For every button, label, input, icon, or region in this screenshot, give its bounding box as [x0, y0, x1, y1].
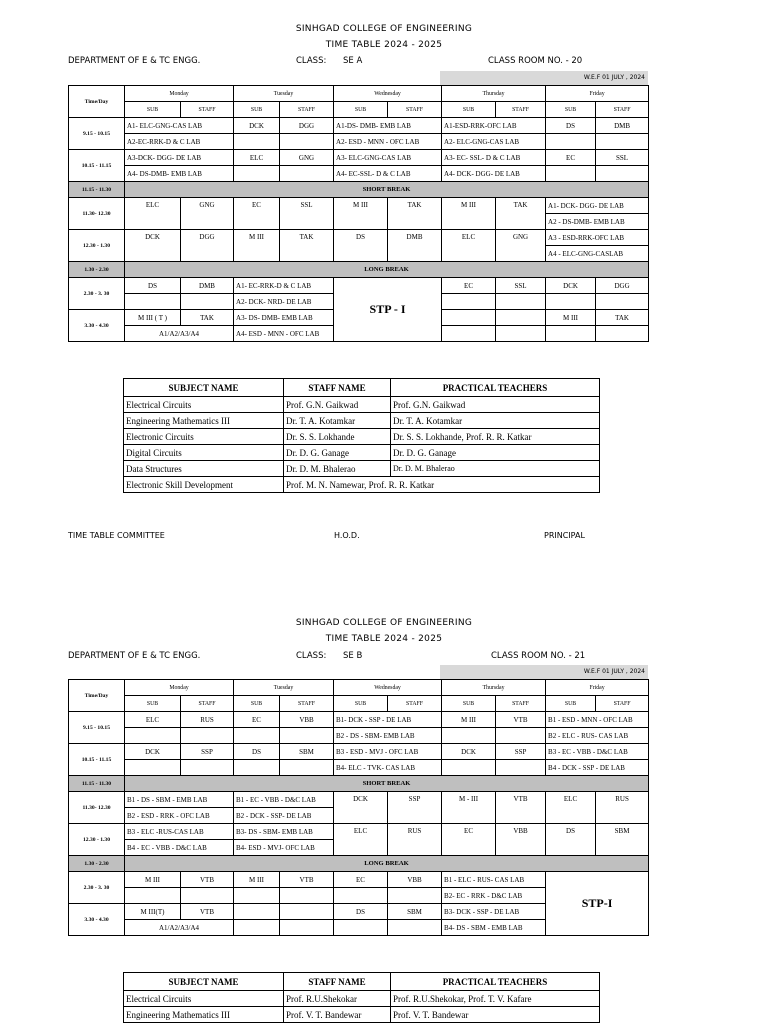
staff-cell: GNG [280, 150, 334, 166]
subject-name: Engineering Mathematics III [124, 413, 284, 429]
staff-cell: VBB [280, 712, 334, 728]
lab-cell: A1- EC-RRK-D & C LAB [234, 278, 334, 294]
col-staff: STAFF [181, 102, 234, 118]
sub-cell: DS [234, 744, 280, 760]
staff-name: Dr. D. M. Bhalerao [284, 461, 391, 477]
staff-table-a [123, 378, 600, 493]
staff-cell: VBB [388, 872, 442, 888]
header-staff-name: STAFF NAME [284, 379, 391, 397]
lab-cell: A4 - ELC-GNG-CASLAB [546, 246, 649, 262]
sign-hod: H.O.D. [334, 531, 360, 540]
slot-time: 9.15 - 10.15 [69, 712, 125, 744]
staff-name: Prof. V. T. Bandewar [284, 1007, 391, 1023]
col-staff: STAFF [388, 102, 442, 118]
staff-cell: SSP [388, 792, 442, 824]
staff-cell: SBM [280, 744, 334, 760]
sub-cell: M III [234, 872, 280, 888]
col-sub: SUB [125, 696, 181, 712]
slot-time: 11.30- 12.30 [69, 792, 125, 824]
staff-cell: RUS [596, 792, 649, 824]
staff-cell: VTB [181, 872, 234, 888]
sub-cell: DCK [442, 744, 496, 760]
sub-cell: M III [234, 230, 280, 262]
batch-note: A1/A2/A3/A4 [125, 326, 234, 342]
lab-cell: A4- ESD - MNN - OFC LAB [234, 326, 334, 342]
department-label: DEPARTMENT OF E & TC ENGG. [68, 651, 201, 661]
lab-cell: B1 - ELC - RUS- CAS LAB [442, 872, 546, 888]
lab-cell: B3- DCK - SSP - DE LAB [442, 904, 546, 920]
time-day-header: Time/Day [69, 86, 125, 118]
sub-cell: EC [234, 198, 280, 230]
header-staff-name: STAFF NAME [284, 973, 391, 991]
sub-cell: DCK [125, 230, 181, 262]
staff-name: Dr. D. G. Ganage [284, 445, 391, 461]
lab-cell: A2-EC-RRK-D & C LAB [125, 134, 234, 150]
subject-name: Engineering Mathematics III [124, 1007, 284, 1023]
lab-cell: B1 - EC - VBB - D&C LAB [234, 792, 334, 808]
sub-cell: ELC [125, 198, 181, 230]
day-thursday: Thursday [442, 86, 546, 102]
sign-committee: TIME TABLE COMMITTEE [68, 531, 165, 540]
practical-teachers: Prof. V. T. Bandewar [391, 1007, 600, 1023]
lab-cell: B3- DS - SBM- EMB LAB [234, 824, 334, 840]
table-row [124, 461, 600, 477]
header-subject-name: SUBJECT NAME [124, 379, 284, 397]
day-friday: Friday [546, 680, 649, 696]
sub-cell: ELC [125, 712, 181, 728]
sub-cell: DCK [334, 792, 388, 824]
sub-cell: M III [442, 198, 496, 230]
day-thursday: Thursday [442, 680, 546, 696]
staff-cell: SBM [388, 904, 442, 920]
staff-cell: GNG [181, 198, 234, 230]
staff-cell: DMB [388, 230, 442, 262]
staff-cell: SBM [596, 824, 649, 856]
staff-cell: VTB [280, 872, 334, 888]
subject-name: Data Structures [124, 461, 284, 477]
sub-cell: ELC [546, 792, 596, 824]
day-wednesday: Wednesday [334, 680, 442, 696]
short-break: SHORT BREAK [125, 182, 649, 198]
col-staff: STAFF [181, 696, 234, 712]
lab-cell: B1 - ESD - MNN - OFC LAB [546, 712, 649, 728]
class-value: SE B [343, 651, 363, 661]
col-staff: STAFF [280, 102, 334, 118]
lab-cell: A1-ESD-RRK-OFC LAB [442, 118, 546, 134]
sub-cell: DS [546, 824, 596, 856]
lab-cell: A1- DCK- DGG- DE LAB [546, 198, 649, 214]
lab-cell: A3- ELC-GNG-CAS LAB [334, 150, 442, 166]
col-staff: STAFF [596, 102, 649, 118]
session-title: TIME TABLE 2024 - 2025 [325, 40, 443, 50]
sub-cell: EC [546, 150, 596, 166]
day-friday: Friday [546, 86, 649, 102]
col-staff: STAFF [496, 696, 546, 712]
practical-teachers: Dr. T. A. Kotamkar [391, 413, 600, 429]
lab-cell: B4 - DCK - SSP - DE LAB [546, 760, 649, 776]
sub-cell: DCK [234, 118, 280, 134]
batch-note: A1/A2/A3/A4 [125, 920, 234, 936]
slot-time: 1.30 - 2.30 [69, 262, 125, 278]
staff-name: Prof. G.N. Gaikwad [284, 397, 391, 413]
slot-time: 10.15 - 11.15 [69, 150, 125, 182]
timetable-se-a [68, 85, 649, 342]
class-label: CLASS: [296, 56, 327, 66]
lab-cell: B3 - ELC -RUS-CAS LAB [125, 824, 234, 840]
lab-cell: B3 - ESD - MVJ - OFC LAB [334, 744, 442, 760]
sub-cell: M III [546, 310, 596, 326]
staff-cell: GNG [496, 230, 546, 262]
lab-cell: B4- ELC - TVK- CAS LAB [334, 760, 442, 776]
header-practical-teachers: PRACTICAL TEACHERS [391, 379, 600, 397]
staff-name: Prof. M. N. Namewar, Prof. R. R. Katkar [284, 477, 600, 493]
col-staff: STAFF [388, 696, 442, 712]
college-name: SINHGAD COLLEGE OF ENGINEERING [295, 24, 473, 34]
sub-cell: M III [442, 712, 496, 728]
practical-teachers: Prof. R.U.Shekokar, Prof. T. V. Kafare [391, 991, 600, 1007]
staff-cell: DGG [280, 118, 334, 134]
header-practical-teachers: PRACTICAL TEACHERS [391, 973, 600, 991]
staff-table-b [123, 972, 600, 1023]
practical-teachers: Dr. D. M. Bhalerao [391, 461, 600, 477]
department-label: DEPARTMENT OF E & TC ENGG. [68, 56, 201, 66]
long-break: LONG BREAK [125, 262, 649, 278]
staff-cell: DGG [181, 230, 234, 262]
sign-principal: PRINCIPAL [544, 531, 585, 540]
sub-cell: ELC [234, 150, 280, 166]
stp-block: STP-I [546, 872, 649, 936]
col-sub: SUB [334, 102, 388, 118]
subject-name: Electrical Circuits [124, 397, 284, 413]
table-row [124, 477, 600, 493]
lab-cell: A3 - ESD-RRK-OFC LAB [546, 230, 649, 246]
lab-cell: A1-DS- DMB- EMB LAB [334, 118, 442, 134]
lab-cell: A4- DS-DMB- EMB LAB [125, 166, 234, 182]
lab-cell: B4 - EC - VBB - D&C LAB [125, 840, 234, 856]
table-row [124, 413, 600, 429]
col-staff: STAFF [280, 696, 334, 712]
sub-cell: M III ( T ) [125, 310, 181, 326]
col-sub: SUB [234, 102, 280, 118]
table-row [124, 429, 600, 445]
lab-cell: A2- ELC-GNG-CAS LAB [442, 134, 546, 150]
col-sub: SUB [442, 696, 496, 712]
long-break: LONG BREAK [125, 856, 649, 872]
staff-cell: VTB [496, 712, 546, 728]
wef-date: W.E.F 01 JULY , 2024 [440, 665, 648, 679]
header-subject-name: SUBJECT NAME [124, 973, 284, 991]
lab-cell: B4- ESD - MVJ- OFC LAB [234, 840, 334, 856]
day-tuesday: Tuesday [234, 680, 334, 696]
col-staff: STAFF [596, 696, 649, 712]
staff-cell: SSL [496, 278, 546, 294]
slot-time: 10.15 - 11.15 [69, 744, 125, 776]
staff-cell: SSL [280, 198, 334, 230]
staff-cell: SSL [596, 150, 649, 166]
sub-cell: DCK [546, 278, 596, 294]
col-staff: STAFF [496, 102, 546, 118]
slot-time: 9.15 - 10.15 [69, 118, 125, 150]
staff-cell: TAK [388, 198, 442, 230]
sub-cell: DS [334, 230, 388, 262]
slot-time: 11.15 - 11.30 [69, 182, 125, 198]
table-row [124, 445, 600, 461]
staff-cell: VTB [181, 904, 234, 920]
slot-time: 1.30 - 2.30 [69, 856, 125, 872]
slot-time: 11.30- 12.30 [69, 198, 125, 230]
sub-cell: EC [334, 872, 388, 888]
lab-cell: B2 - DCK - SSP- DE LAB [234, 808, 334, 824]
short-break: SHORT BREAK [125, 776, 649, 792]
slot-time: 12.30 - 1.30 [69, 230, 125, 262]
staff-name: Dr. T. A. Kotamkar [284, 413, 391, 429]
col-sub: SUB [234, 696, 280, 712]
college-name: SINHGAD COLLEGE OF ENGINEERING [295, 618, 473, 628]
slot-time: 12.30 - 1.30 [69, 824, 125, 856]
staff-cell: TAK [280, 230, 334, 262]
day-monday: Monday [125, 680, 234, 696]
lab-cell: B1- DCK - SSP - DE LAB [334, 712, 442, 728]
lab-cell: A1- ELC-GNG-CAS LAB [125, 118, 234, 134]
class-value: SE A [343, 56, 363, 66]
table-row [124, 397, 600, 413]
sub-cell: M III [125, 872, 181, 888]
sub-cell: DS [125, 278, 181, 294]
practical-teachers: Prof. G.N. Gaikwad [391, 397, 600, 413]
staff-cell: DGG [596, 278, 649, 294]
sub-cell: DCK [125, 744, 181, 760]
lab-cell: A3- DS- DMB- EMB LAB [234, 310, 334, 326]
sub-cell: DS [546, 118, 596, 134]
col-sub: SUB [334, 696, 388, 712]
staff-cell: VTB [496, 792, 546, 824]
day-monday: Monday [125, 86, 234, 102]
staff-cell: SSP [181, 744, 234, 760]
classroom-number: CLASS ROOM NO. - 20 [488, 56, 583, 66]
lab-cell: B4- DS - SBM - EMB LAB [442, 920, 546, 936]
sub-cell: M - III [442, 792, 496, 824]
staff-name: Dr. S. S. Lokhande [284, 429, 391, 445]
session-title: TIME TABLE 2024 - 2025 [325, 634, 443, 644]
subject-name: Electronic Circuits [124, 429, 284, 445]
practical-teachers: Dr. S. S. Lokhande, Prof. R. R. Katkar [391, 429, 600, 445]
col-sub: SUB [125, 102, 181, 118]
col-sub: SUB [442, 102, 496, 118]
class-label: CLASS: [296, 651, 327, 661]
staff-cell: TAK [496, 198, 546, 230]
lab-cell: B2 - DS - SBM- EMB LAB [334, 728, 442, 744]
col-sub: SUB [546, 102, 596, 118]
subject-name: Electronic Skill Development [124, 477, 284, 493]
lab-cell: B3 - EC - VBB - D&C LAB [546, 744, 649, 760]
table-row [124, 1007, 600, 1023]
lab-cell: B1 - DS - SBM - EMB LAB [125, 792, 234, 808]
sub-cell: ELC [334, 824, 388, 856]
col-sub: SUB [546, 696, 596, 712]
sub-cell: M III [334, 198, 388, 230]
staff-name: Prof. R.U.Shekokar [284, 991, 391, 1007]
sub-cell: M III(T) [125, 904, 181, 920]
slot-time: 2.30 - 3. 30 [69, 872, 125, 904]
staff-cell: TAK [596, 310, 649, 326]
lab-cell: B2- EC - RRK - D&C LAB [442, 888, 546, 904]
classroom-number: CLASS ROOM NO. - 21 [491, 651, 586, 661]
staff-cell: DMB [181, 278, 234, 294]
staff-cell: DMB [596, 118, 649, 134]
sub-cell: DS [334, 904, 388, 920]
staff-cell: VBB [496, 824, 546, 856]
lab-cell: A2 - DS-DMB- EMB LAB [546, 214, 649, 230]
time-day-header: Time/Day [69, 680, 125, 712]
slot-time: 3.30 - 4.30 [69, 310, 125, 342]
sub-cell: EC [234, 712, 280, 728]
subject-name: Electrical Circuits [124, 991, 284, 1007]
day-wednesday: Wednesday [334, 86, 442, 102]
lab-cell: A2- ESD - MNN - OFC LAB [334, 134, 442, 150]
lab-cell: A2- DCK- NRD- DE LAB [234, 294, 334, 310]
lab-cell: A4- DCK- DGG- DE LAB [442, 166, 546, 182]
staff-cell: SSP [496, 744, 546, 760]
table-row [124, 991, 600, 1007]
slot-time: 2.30 - 3. 30 [69, 278, 125, 310]
lab-cell: B2 - ESD - RRK - OFC LAB [125, 808, 234, 824]
lab-cell: A4- EC-SSL- D & C LAB [334, 166, 442, 182]
stp-block: STP - I [334, 278, 442, 342]
sub-cell: EC [442, 278, 496, 294]
slot-time: 3.30 - 4.30 [69, 904, 125, 936]
subject-name: Digital Circuits [124, 445, 284, 461]
sub-cell: ELC [442, 230, 496, 262]
wef-date: W.E.F 01 JULY , 2024 [440, 71, 648, 85]
lab-cell: A3-DCK- DGG- DE LAB [125, 150, 234, 166]
lab-cell: B2 - ELC - RUS- CAS LAB [546, 728, 649, 744]
slot-time: 11.15 - 11.30 [69, 776, 125, 792]
staff-cell: TAK [181, 310, 234, 326]
staff-cell: RUS [388, 824, 442, 856]
practical-teachers: Dr. D. G. Ganage [391, 445, 600, 461]
sub-cell: EC [442, 824, 496, 856]
day-tuesday: Tuesday [234, 86, 334, 102]
lab-cell: A3- EC- SSL- D & C LAB [442, 150, 546, 166]
timetable-se-b [68, 679, 649, 936]
staff-cell: RUS [181, 712, 234, 728]
